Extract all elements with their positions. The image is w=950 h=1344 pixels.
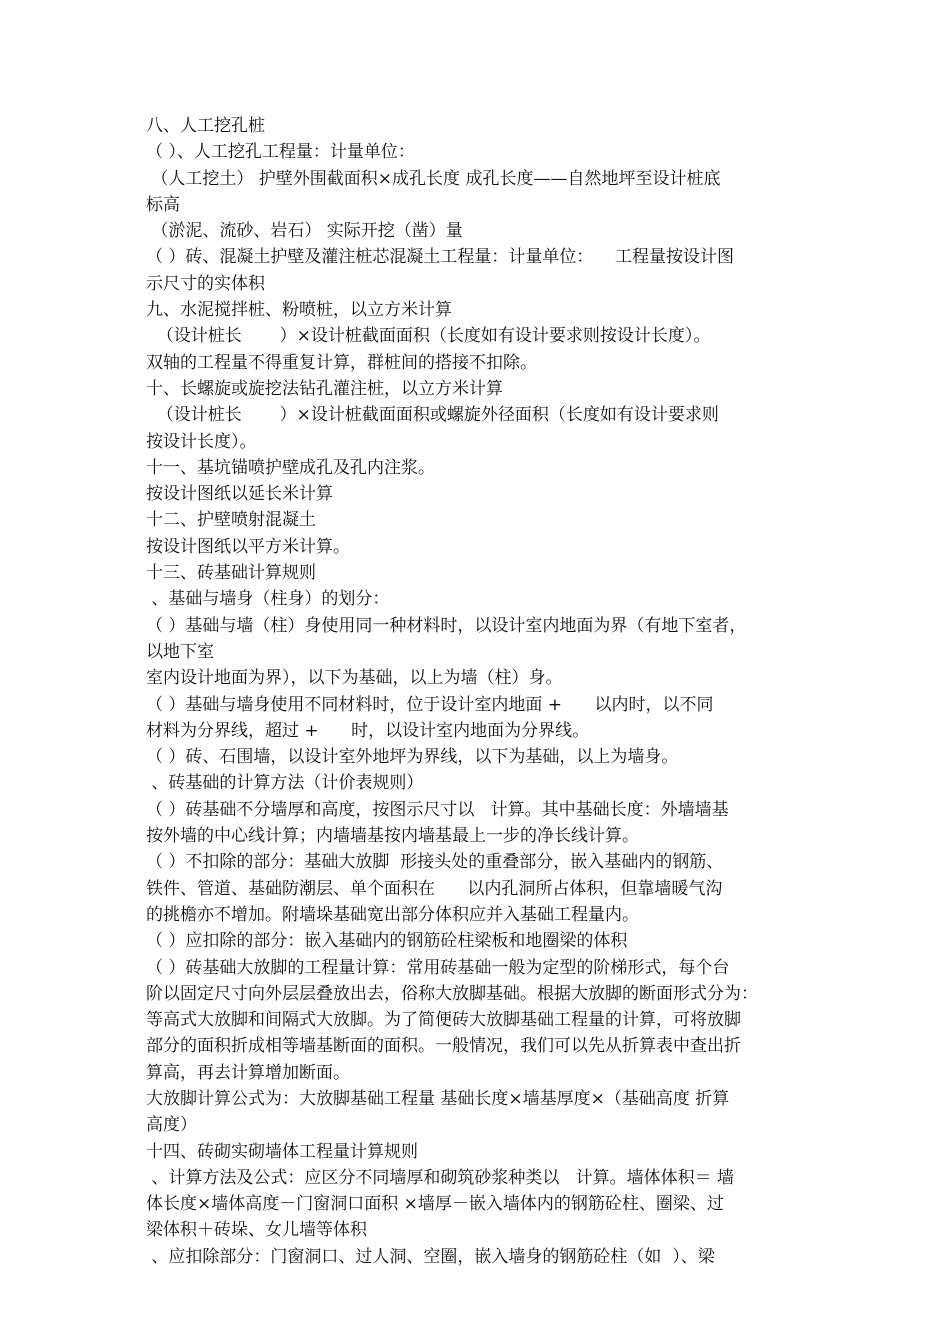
text-line: 十三、砖基础计算规则: [146, 563, 316, 584]
text-line: （ ）砖基础不分墙厚和高度，按图示尺寸以 计算。其中基础长度：外墙墙基: [146, 799, 729, 820]
text-line: 体长度×墙体高度－门窗洞口面积 ×墙厚－嵌入墙体内的钢筋砼柱、圈梁、过: [146, 1194, 724, 1215]
text-line: （ ）砖基础大放脚的工程量计算：常用砖基础一般为定型的阶梯形式，每个台: [146, 957, 730, 978]
text-line: （ ）不扣除的部分：基础大放脚 形接头处的重叠部分，嵌入基础内的钢筋、: [146, 852, 724, 873]
text-line: 十一、基坑锚喷护壁成孔及孔内注浆。: [146, 457, 435, 478]
text-line: 大放脚计算公式为：大放脚基础工程量 基础长度×墙基厚度×（基础高度 折算: [146, 1088, 730, 1109]
text-line: 材料为分界线，超过 + 时，以设计室内地面为分界线。: [146, 720, 590, 741]
text-line: 十四、砖砌实砌墙体工程量计算规则: [146, 1141, 418, 1162]
text-line: 按设计图纸以平方米计算。: [146, 536, 350, 557]
text-line: 等高式大放脚和间隔式大放脚。为了简便砖大放脚基础工程量的计算，可将放脚: [146, 1010, 741, 1031]
text-line: 八、人工挖孔桩: [146, 116, 265, 136]
text-line: （ ）基础与墙（柱）身使用同一种材料时，以设计室内地面为界（有地下室者，: [146, 615, 747, 636]
text-line: （设计桩长 ）×设计桩截面面积（长度如有设计要求则按设计长度）。: [146, 326, 711, 347]
document-body: [146, 113, 812, 1270]
text-line: 按外墙的中心线计算；内墙墙基按内墙基最上一步的净长线计算。: [146, 826, 639, 847]
text-line: 算高，再去计算增加断面。: [146, 1062, 350, 1083]
text-line: 按设计图纸以延长米计算: [146, 484, 333, 505]
text-line: 阶以固定尺寸向外层层叠放出去，俗称大放脚基础。根据大放脚的断面形式分为：: [146, 983, 758, 1004]
text-line: 标高: [146, 194, 180, 215]
text-line: （ ）基础与墙身使用不同材料时，位于设计室内地面 + 以内时，以不同: [146, 694, 714, 715]
text-line: 、应扣除部分：门窗洞口、过人洞、空圈，嵌入墙身的钢筋砼柱（如 ）、梁: [146, 1246, 715, 1267]
text-line: 九、水泥搅拌桩、粉喷桩，以立方米计算: [146, 300, 452, 321]
text-line: 双轴的工程量不得重复计算，群桩间的搭接不扣除。: [146, 352, 537, 373]
text-line: （ ）、人工挖孔工程量：计量单位：: [146, 142, 415, 163]
text-line: 、基础与墙身（柱身）的划分：: [146, 589, 390, 610]
text-line: （淤泥、流砂、岩石） 实际开挖（凿）量: [146, 221, 463, 242]
text-line: （设计桩长 ）×设计桩截面面积或螺旋外径面积（长度如有设计要求则: [146, 405, 719, 426]
text-line: 铁件、管道、基础防潮层、单个面积在 以内孔洞所占体积，但靠墙暖气沟: [146, 878, 723, 899]
text-line: 、砖基础的计算方法（计价表规则）: [146, 773, 424, 794]
text-line: （人工挖土） 护壁外围截面积×成孔长度 成孔长度——自然地坪至设计桩底: [146, 168, 721, 189]
text-line: （ ）应扣除的部分：嵌入基础内的钢筋砼柱梁板和地圈梁的体积: [146, 931, 628, 952]
text-line: 十、长螺旋或旋挖法钻孔灌注桩，以立方米计算: [146, 378, 503, 399]
text-line: 梁体积＋砖垛、女儿墙等体积: [146, 1220, 367, 1241]
text-line: （ ）砖、混凝土护壁及灌注桩芯混凝土工程量：计量单位： 工程量按设计图: [146, 247, 735, 268]
text-line: 部分的面积折成相等墙基断面的面积。一般情况，我们可以先从折算表中查出折: [146, 1036, 741, 1057]
text-line: 按设计长度）。: [146, 431, 257, 452]
text-line: 以地下室: [146, 641, 214, 662]
text-line: 高度）: [146, 1115, 197, 1136]
text-line: 室内设计地面为界），以下为基础，以上为墙（柱）身。: [146, 668, 563, 689]
text-line: 、计算方法及公式：应区分不同墙厚和砌筑砂浆种类以 计算。墙体体积＝ 墙: [146, 1167, 735, 1188]
text-line: 示尺寸的实体积: [146, 273, 265, 294]
text-line: 十二、护壁喷射混凝土: [146, 510, 316, 531]
text-line: （ ）砖、石围墙，以设计室外地坪为界线，以下为基础，以上为墙身。: [146, 747, 679, 768]
text-line: 的挑檐亦不增加。附墙垛基础宽出部分体积应并入基础工程量内。: [146, 904, 639, 925]
